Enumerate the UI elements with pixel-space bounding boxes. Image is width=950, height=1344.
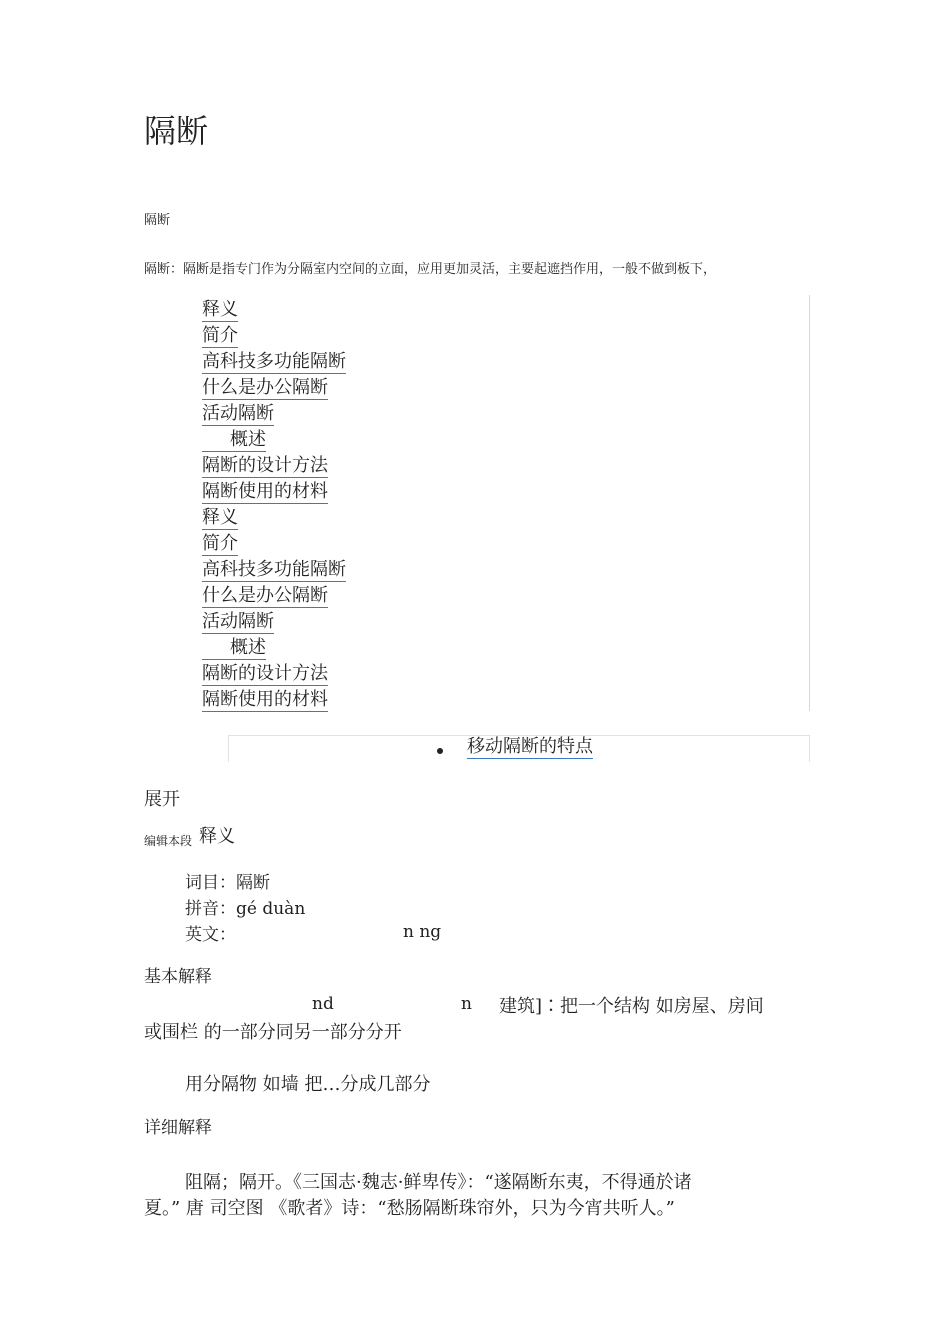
basic-fragment-nd: nd (312, 994, 334, 1014)
detail-heading: 详细解释 (144, 1118, 212, 1138)
entry-word: 词目：隔断 (185, 873, 270, 893)
summary-text: 隔断：隔断是指专门作为分隔室内空间的立面，应用更加灵活，主要起遮挡作用，一般不做到板下， (144, 262, 717, 277)
basic-line-1: 建筑]∶把一个结构 如房屋、房间 (499, 996, 764, 1017)
basic-line-2: 或围栏 的一部分同另一部分分开 (144, 1022, 402, 1043)
entry-english-label: 英文： (185, 925, 236, 945)
expand-link[interactable]: 展开 (144, 789, 180, 810)
bullet-icon (437, 748, 443, 754)
toc-item[interactable]: 活动隔断 (202, 611, 274, 632)
basic-fragment-n: n (461, 994, 472, 1014)
toc-item[interactable]: 简介 (202, 533, 238, 554)
toc-item[interactable]: 概述 (202, 637, 266, 660)
toc-item[interactable]: 释义 (202, 299, 238, 320)
entry-pinyin: 拼音：gé duàn (185, 899, 306, 919)
toc-item[interactable]: 隔断的设计方法 (202, 663, 328, 684)
edit-section-link[interactable]: 编辑本段 (144, 834, 193, 848)
toc-item[interactable]: 概述 (202, 429, 266, 452)
section-heading: 释义 (199, 826, 235, 847)
page-title: 隔断 (144, 112, 209, 150)
page-subtitle: 隔断 (144, 213, 171, 228)
table-of-contents (200, 295, 810, 711)
toc-extra-box (228, 735, 810, 762)
detail-line-1: 阻隔；隔开。《三国志·魏志·鲜卑传》：“遂隔断东夷，不得通於诸 (185, 1172, 692, 1193)
toc-item[interactable]: 什么是办公隔断 (202, 377, 328, 398)
toc-item[interactable]: 高科技多功能隔断 (202, 559, 346, 580)
basic-heading: 基本解释 (144, 967, 212, 987)
toc-item[interactable]: 高科技多功能隔断 (202, 351, 346, 372)
toc-item[interactable]: 什么是办公隔断 (202, 585, 328, 606)
toc-item[interactable]: 隔断的设计方法 (202, 455, 328, 476)
entry-english-fragment: n ng (403, 922, 442, 942)
basic-line-3: 用分隔物 如墙 把…分成几部分 (185, 1074, 431, 1095)
toc-item-mobile-partition[interactable]: 移动隔断的特点 (467, 736, 593, 757)
toc-item[interactable]: 简介 (202, 325, 238, 346)
toc-item[interactable]: 隔断使用的材料 (202, 689, 328, 710)
toc-item[interactable]: 释义 (202, 507, 238, 528)
toc-item[interactable]: 隔断使用的材料 (202, 481, 328, 502)
detail-line-2: 夏。” 唐 司空图 《歌者》诗：“愁肠隔断珠帘外，只为今宵共听人。” (144, 1198, 675, 1219)
toc-item[interactable]: 活动隔断 (202, 403, 274, 424)
